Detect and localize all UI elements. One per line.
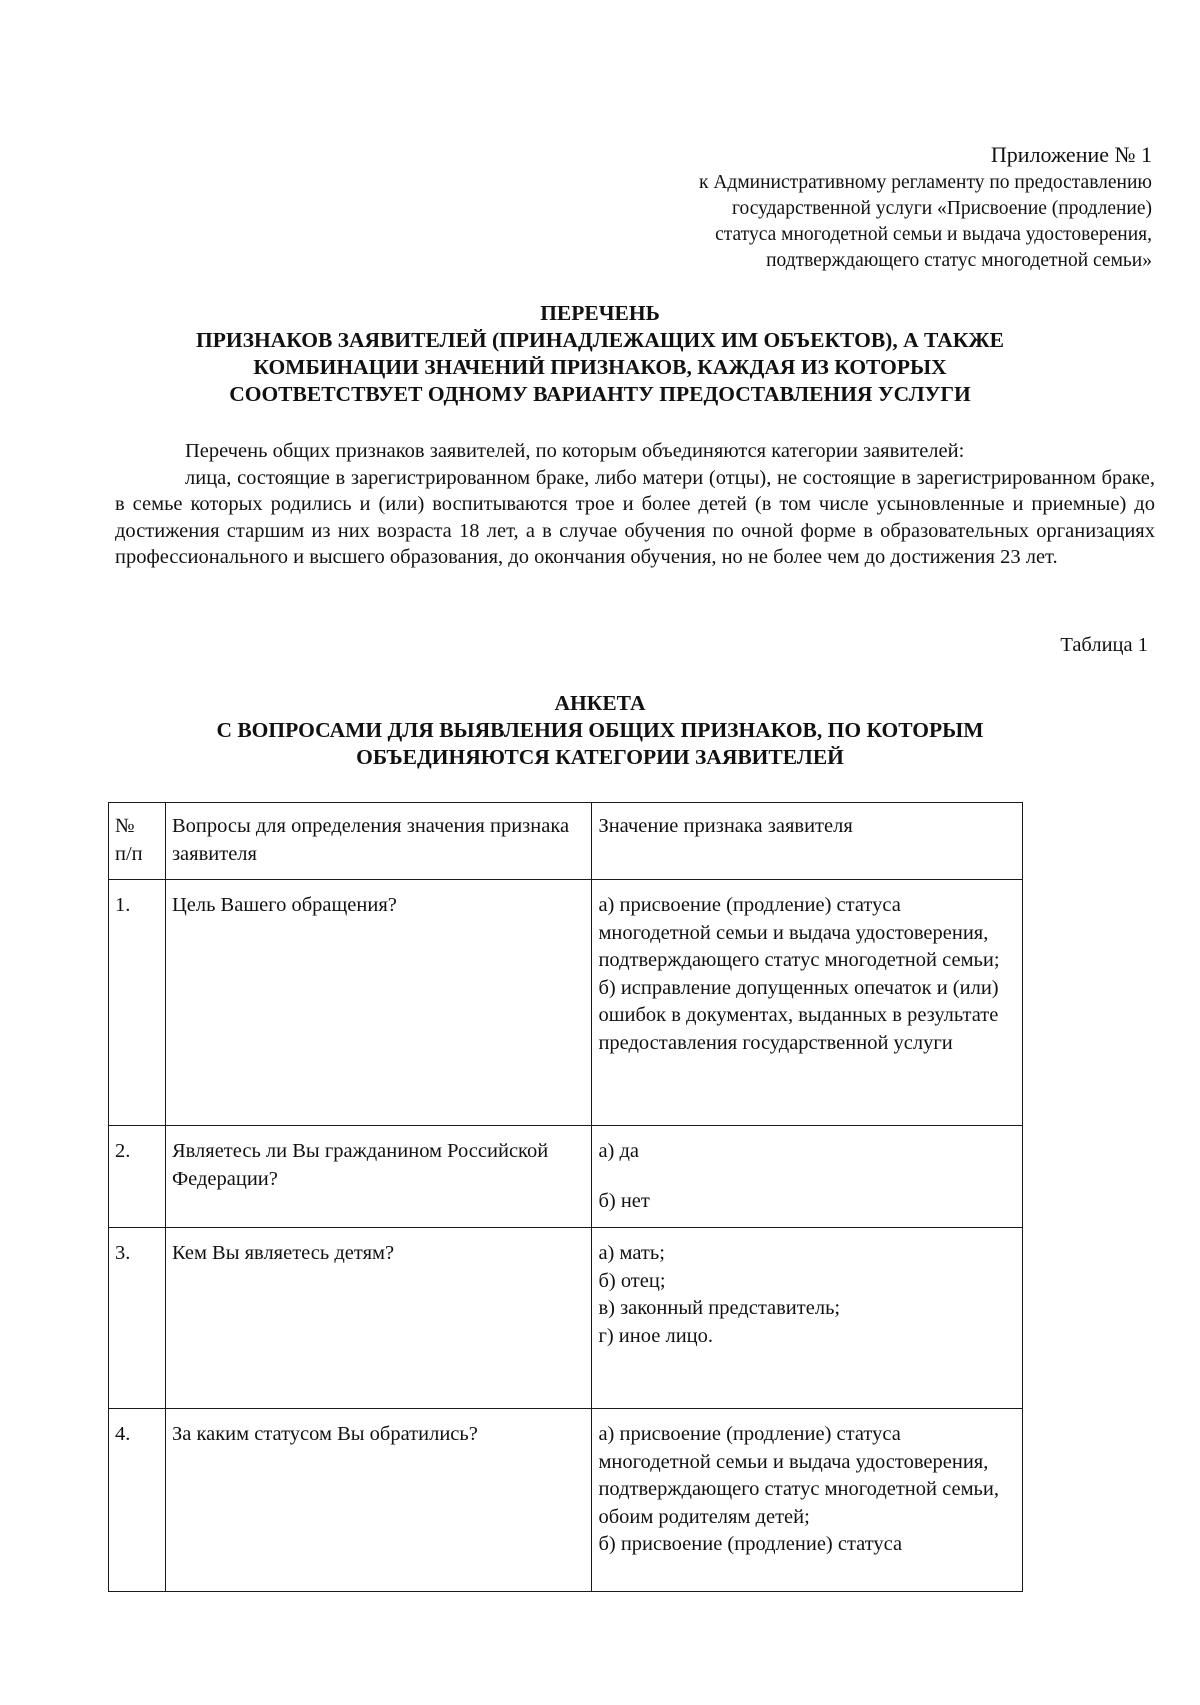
- option-text: г) иное лицо.: [598, 1324, 714, 1347]
- row-question: За каким статусом Вы обратились?: [165, 1409, 591, 1592]
- intro-body: лица, состоящие в зарегистрированном браке, либо матери (отцы), не состоящие в зарегистрированном браке, в семье которых родились и (или) воспитываются трое и более детей (в том числе усыновленные и приемные) до достижения старшим из них возраста 18 лет, а в случае обучения по очной форме в образовательных организациях профессионального и высшего образования, до окончания обучения, но не более чем до достижения 23 лет.: [115, 466, 1155, 569]
- appendix-line: к Административному регламенту по предоставлению: [698, 172, 1152, 193]
- option-text: а) присвоение (продление) статуса многодетной семьи и выдача удостоверения, подтверждающего статус многодетной семьи, обоим родителям детей;: [598, 1423, 999, 1528]
- row-question: Кем Вы являетесь детям?: [165, 1228, 591, 1409]
- row-number: 4.: [109, 1409, 166, 1592]
- row-question: Являетесь ли Вы гражданином Российской Федерации?: [165, 1126, 591, 1228]
- row-options: [592, 880, 1023, 1126]
- heading-line: СООТВЕТСТВУЕТ ОДНОМУ ВАРИАНТУ ПРЕДОСТАВЛЕНИЯ УСЛУГИ: [229, 382, 971, 406]
- table-row: [109, 1228, 1023, 1409]
- appendix-header: [699, 140, 1152, 274]
- option-text: б) отец;: [598, 1269, 666, 1292]
- appendix-title: Приложение № 1: [990, 142, 1152, 167]
- row-number: 2.: [109, 1126, 166, 1228]
- table-header-row: [109, 803, 1023, 880]
- table-label: Таблица 1: [1060, 634, 1148, 656]
- heading-line: АНКЕТА: [554, 691, 646, 715]
- intro-paragraph: [115, 438, 1155, 571]
- questionnaire-table: [108, 802, 1023, 1592]
- heading-line: КОМБИНАЦИИ ЗНАЧЕНИЙ ПРИЗНАКОВ, КАЖДАЯ ИЗ КОТОРЫХ: [253, 355, 947, 379]
- option-text: в) законный представитель;: [598, 1297, 841, 1319]
- table-row: [109, 880, 1023, 1126]
- table-row: [109, 1126, 1023, 1228]
- row-question: Цель Вашего обращения?: [165, 880, 591, 1126]
- heading-line: ПРИЗНАКОВ ЗАЯВИТЕЛЕЙ (ПРИНАДЛЕЖАЩИХ ИМ ОБЪЕКТОВ), А ТАКЖЕ: [196, 328, 1004, 352]
- table-row: [109, 1409, 1023, 1592]
- header-question-cell: Вопросы для определения значения признака заявителя: [165, 803, 591, 880]
- row-options: [592, 1228, 1023, 1409]
- option-text: б) нет: [598, 1189, 650, 1212]
- appendix-line: государственной услуги «Присвоение (продление): [731, 198, 1152, 219]
- heading-line: ОБЪЕДИНЯЮТСЯ КАТЕГОРИИ ЗАЯВИТЕЛЕЙ: [356, 745, 844, 769]
- option-text: б) присвоение (продление) статуса: [598, 1533, 903, 1555]
- row-options: [592, 1409, 1023, 1592]
- intro-lead: Перечень общих признаков заявителей, по которым объединяются категории заявителей:: [185, 440, 965, 462]
- row-options: [592, 1126, 1023, 1228]
- option-text: а) да: [598, 1140, 640, 1162]
- header-value-cell: Значение признака заявителя: [592, 803, 1023, 880]
- row-number: 1.: [109, 880, 166, 1126]
- option-text: б) исправление допущенных опечаток и (или) ошибок в документах, выданных в результате предоставления государственной услуги: [598, 976, 999, 1054]
- option-text: а) мать;: [598, 1242, 665, 1264]
- option-text: а) присвоение (продление) статуса многодетной семьи и выдача удостоверения, подтверждающего статус многодетной семьи;: [598, 894, 1000, 971]
- appendix-line: подтверждающего статус многодетной семьи»: [766, 250, 1152, 271]
- heading-line: С ВОПРОСАМИ ДЛЯ ВЫЯВЛЕНИЯ ОБЩИХ ПРИЗНАКОВ, ПО КОТОРЫМ: [216, 718, 984, 742]
- appendix-line: статуса многодетной семьи и выдача удостоверения,: [715, 224, 1152, 245]
- questionnaire-heading: [100, 690, 1100, 771]
- row-number: 3.: [109, 1228, 166, 1409]
- header-number-cell: № п/п: [109, 803, 166, 880]
- list-heading: [100, 300, 1100, 408]
- heading-line: ПЕРЕЧЕНЬ: [540, 301, 660, 325]
